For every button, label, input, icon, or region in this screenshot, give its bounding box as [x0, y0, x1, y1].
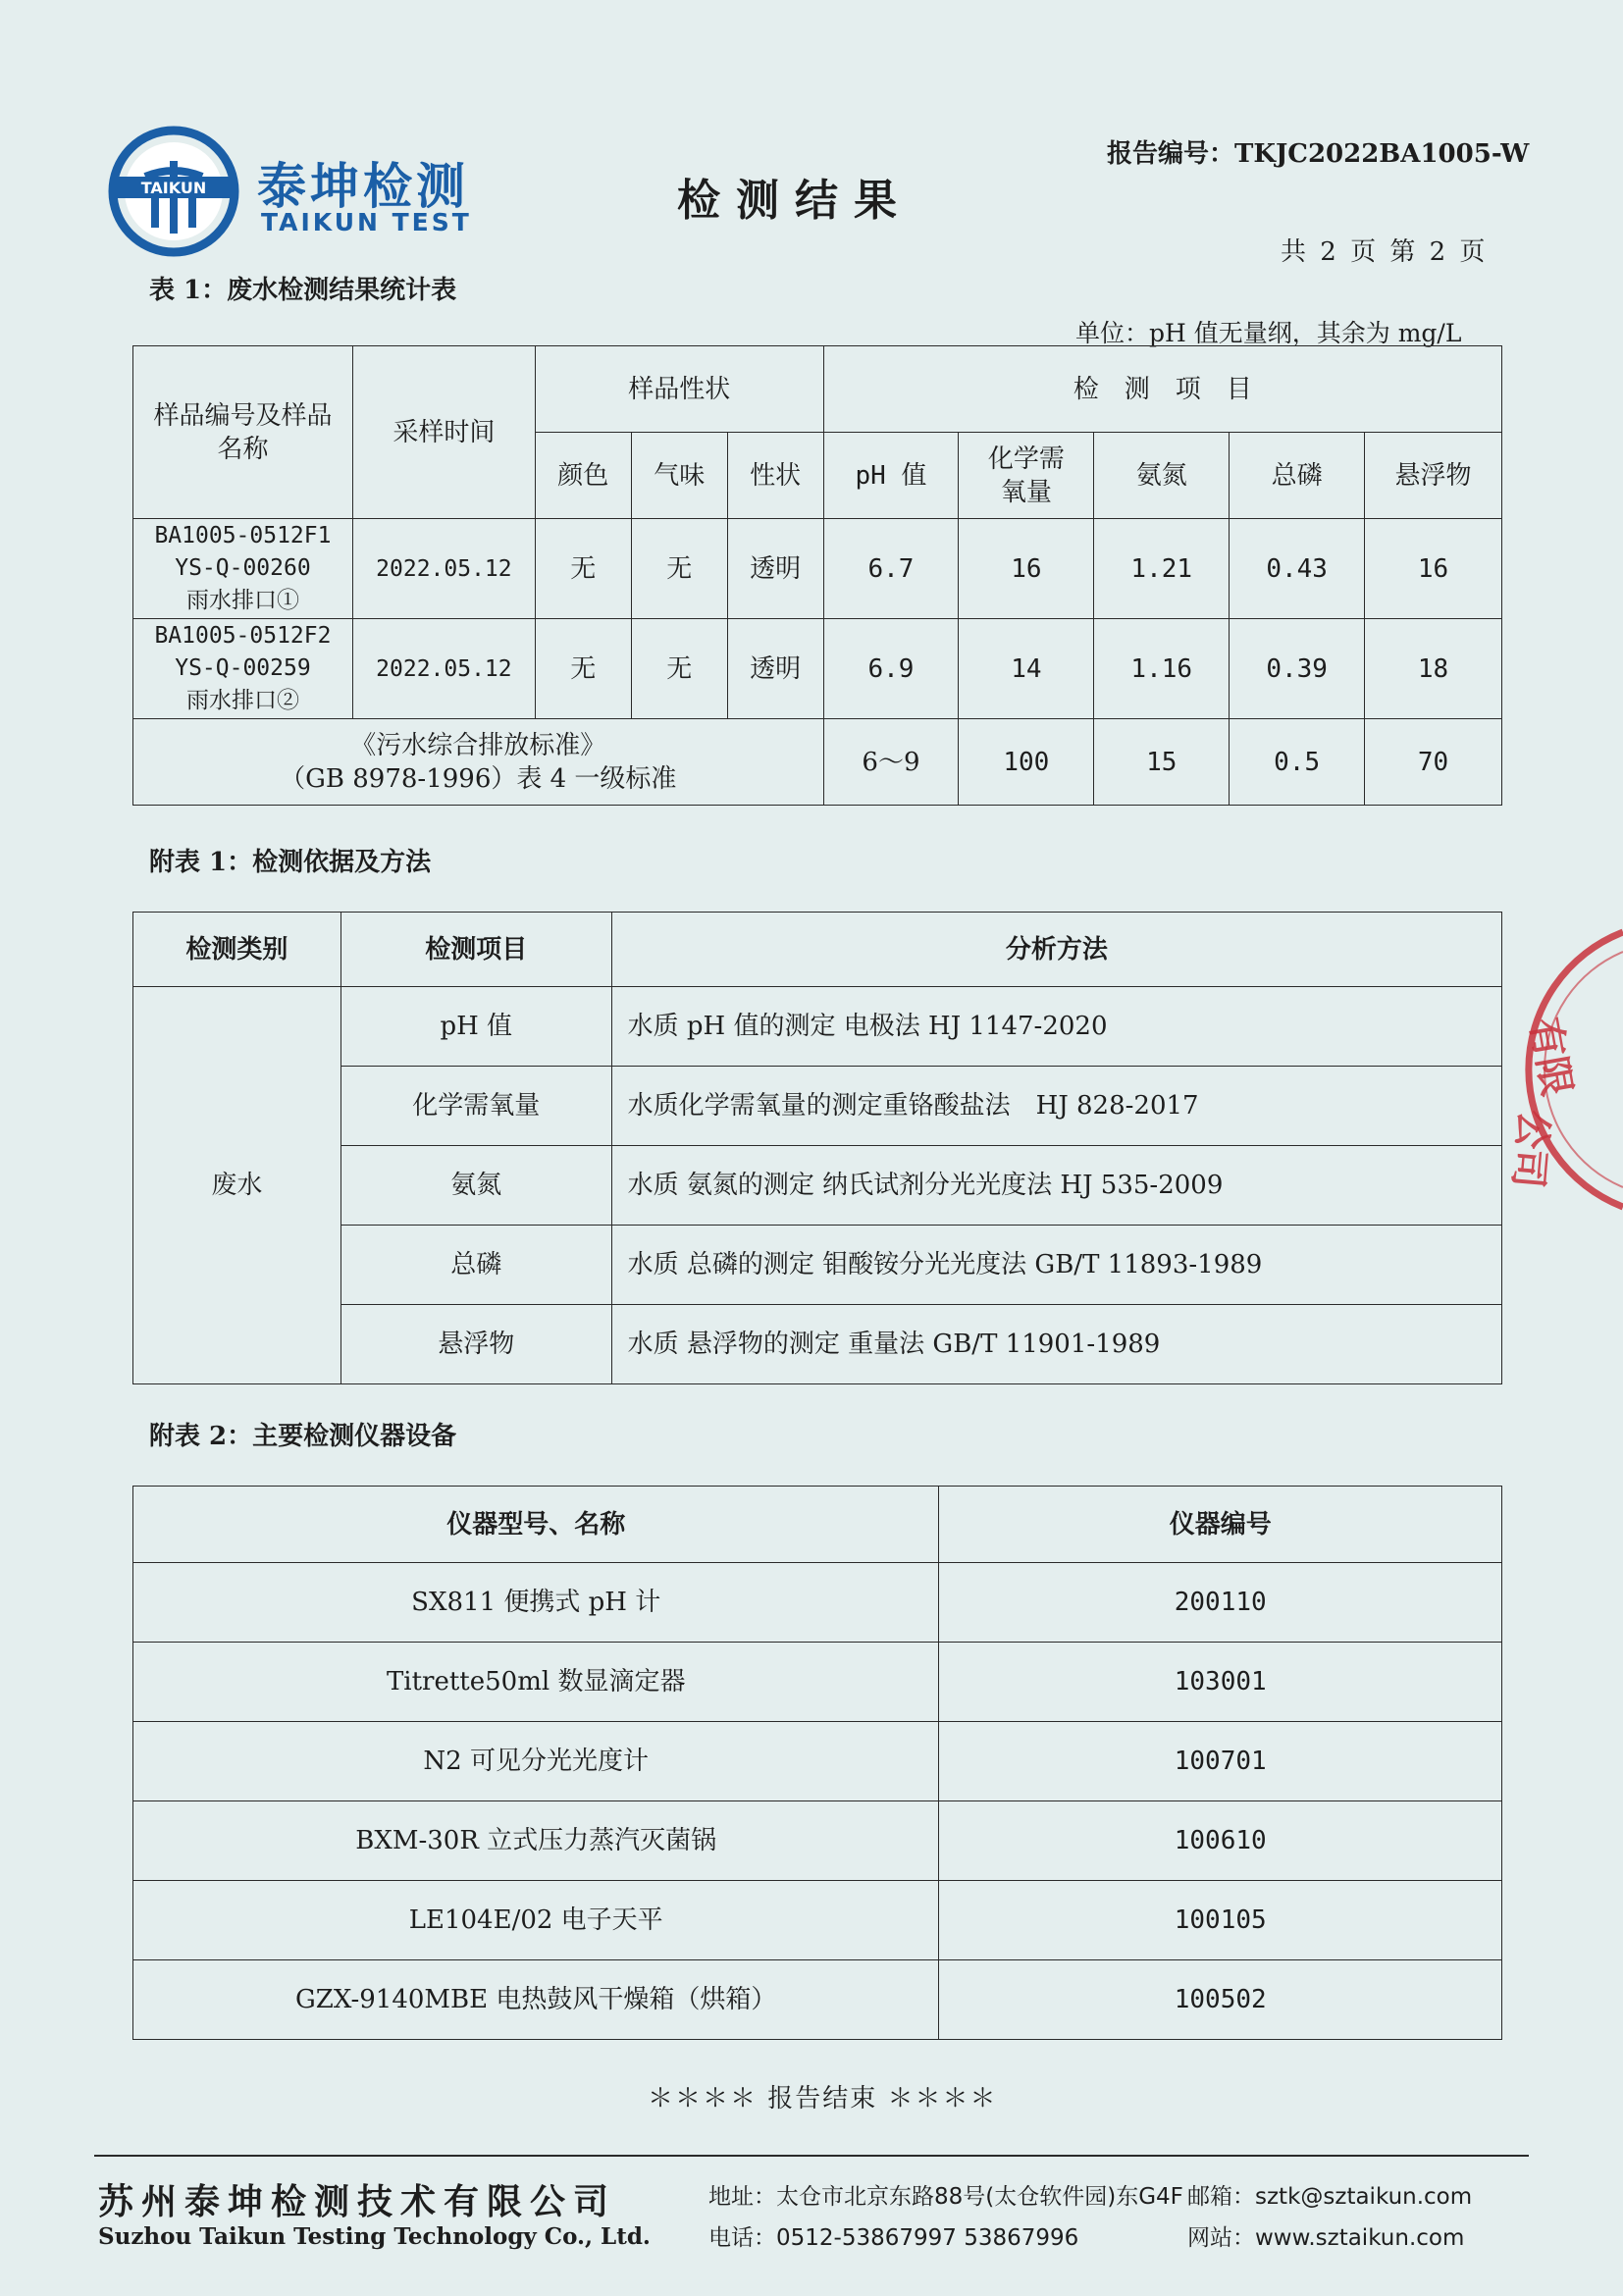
header-nh3: 氨氮 [1094, 433, 1230, 519]
company-seal-stamp [1460, 922, 1623, 1217]
sample-cell [133, 519, 353, 619]
header-ss: 悬浮物 [1365, 433, 1502, 519]
sample-name: 雨水排口① [185, 588, 299, 613]
sample-name: 雨水排口② [185, 688, 299, 713]
header-number: 仪器编号 [939, 1487, 1502, 1563]
value-cod: 14 [959, 619, 1094, 719]
sample-code: YS-Q-00260 [175, 555, 311, 581]
header-cod-text: 化学需氧量 [987, 444, 1065, 507]
table-row [133, 1960, 1502, 2040]
sample-color: 无 [535, 519, 631, 619]
standard-line1: 《污水综合排放标准》 [350, 730, 606, 760]
header-cod [959, 433, 1094, 519]
table-row [133, 1563, 1502, 1643]
table-row [133, 1722, 1502, 1801]
item-cell: pH 值 [340, 987, 611, 1067]
standard-ph: 6～9 [823, 719, 959, 806]
value-ss: 16 [1365, 519, 1502, 619]
sample-code: YS-Q-00259 [175, 655, 311, 681]
standard-line2: （GB 8978-1996）表 4 一级标准 [280, 763, 677, 794]
page-info: 共 2 页 第 2 页 [1281, 237, 1489, 267]
item-cell: 化学需氧量 [340, 1067, 611, 1146]
instrument-number: 100701 [939, 1722, 1502, 1801]
table-row [133, 1643, 1502, 1722]
company-address: 地址：太仓市北京东路88号(太仓软件园)东G4F [708, 2184, 1183, 2210]
standard-tp: 0.5 [1230, 719, 1365, 806]
standard-cod: 100 [959, 719, 1094, 806]
instrument-model: N2 可见分光光度计 [133, 1722, 939, 1801]
header-ph: pH 值 [823, 433, 959, 519]
value-ph: 6.7 [823, 519, 959, 619]
instrument-number: 100105 [939, 1881, 1502, 1960]
table-row [133, 519, 1502, 619]
header-item: 检测项目 [340, 913, 611, 987]
brand-name-cn: 泰坤检测 [257, 158, 469, 215]
header-state: 性状 [727, 433, 823, 519]
value-tp: 0.39 [1230, 619, 1365, 719]
value-ph: 6.9 [823, 619, 959, 719]
instrument-number: 100502 [939, 1960, 1502, 2040]
methods-table [132, 912, 1502, 1384]
instrument-model: SX811 便携式 pH 计 [133, 1563, 939, 1643]
sample-id: BA1005-0512F2 [154, 623, 332, 649]
standard-ss: 70 [1365, 719, 1502, 806]
header-tp: 总磷 [1230, 433, 1365, 519]
item-cell: 悬浮物 [340, 1305, 611, 1384]
header-method: 分析方法 [611, 913, 1501, 987]
header-category: 检测类别 [133, 913, 341, 987]
instrument-model: BXM-30R 立式压力蒸汽灭菌锅 [133, 1801, 939, 1881]
table-row [133, 619, 1502, 719]
header-model: 仪器型号、名称 [133, 1487, 939, 1563]
header-odor: 气味 [631, 433, 727, 519]
sample-color: 无 [535, 619, 631, 719]
table-row [133, 987, 1502, 1067]
wastewater-results-table [132, 345, 1502, 806]
page-title: 检测结果 [677, 176, 913, 226]
value-ss: 18 [1365, 619, 1502, 719]
company-phone: 电话：0512-53867997 53867996 [708, 2225, 1079, 2251]
value-nh3: 1.16 [1094, 619, 1230, 719]
header-time: 采样时间 [352, 346, 535, 519]
report-end: ＊＊＊＊ 报告结束 ＊＊＊＊ [648, 2084, 998, 2113]
instruments-table [132, 1486, 1502, 2040]
header-items: 检 测 项 目 [823, 346, 1501, 433]
sample-state: 透明 [727, 519, 823, 619]
svg-text:有限: 有限 [1521, 1014, 1580, 1100]
svg-text:公司: 公司 [1504, 1108, 1556, 1190]
sample-cell [133, 619, 353, 719]
value-nh3: 1.21 [1094, 519, 1230, 619]
method-cell: 水质 悬浮物的测定 重量法 GB/T 11901-1989 [611, 1305, 1501, 1384]
header-traits: 样品性状 [535, 346, 823, 433]
standard-name [133, 719, 824, 806]
item-cell: 氨氮 [340, 1146, 611, 1226]
instrument-number: 100610 [939, 1801, 1502, 1881]
company-name-cn: 苏州泰坤检测技术有限公司 [98, 2181, 617, 2222]
sample-state: 透明 [727, 619, 823, 719]
report-number: 报告编号：TKJC2022BA1005-W [1107, 139, 1530, 169]
method-cell: 水质 总磷的测定 钼酸铵分光光度法 GB/T 11893-1989 [611, 1226, 1501, 1305]
instrument-model: GZX-9140MBE 电热鼓风干燥箱（烘箱） [133, 1960, 939, 2040]
company-name-en: Suzhou Taikun Testing Technology Co., Ltd. [98, 2223, 651, 2250]
table1-caption: 表 1：废水检测结果统计表 [149, 276, 457, 305]
instrument-number: 200110 [939, 1563, 1502, 1643]
header-sample-text: 样品编号及样品名称 [153, 400, 333, 464]
standard-row [133, 719, 1502, 806]
instrument-model: LE104E/02 电子天平 [133, 1881, 939, 1960]
unit-note: 单位：pH 值无量纲，其余为 mg/L [1075, 319, 1462, 347]
sample-odor: 无 [631, 519, 727, 619]
footer-divider [94, 2155, 1529, 2157]
sample-id: BA1005-0512F1 [154, 523, 332, 548]
header-sample [133, 346, 353, 519]
method-cell: 水质 氨氮的测定 纳氏试剂分光光度法 HJ 535-2009 [611, 1146, 1501, 1226]
company-email: 邮箱：sztk@sztaikun.com [1187, 2184, 1473, 2210]
value-tp: 0.43 [1230, 519, 1365, 619]
table-row [133, 1801, 1502, 1881]
sample-time: 2022.05.12 [352, 619, 535, 719]
sample-odor: 无 [631, 619, 727, 719]
table-row [133, 1881, 1502, 1960]
standard-nh3: 15 [1094, 719, 1230, 806]
header-color: 颜色 [535, 433, 631, 519]
annex1-caption: 附表 1：检测依据及方法 [149, 848, 432, 877]
taikun-logo [108, 126, 239, 257]
company-website: 网站：www.sztaikun.com [1187, 2225, 1465, 2251]
method-cell: 水质 pH 值的测定 电极法 HJ 1147-2020 [611, 987, 1501, 1067]
category-cell: 废水 [133, 987, 341, 1384]
instrument-model: Titrette50ml 数显滴定器 [133, 1643, 939, 1722]
logo-text: TAIKUN [140, 179, 207, 197]
sample-time: 2022.05.12 [352, 519, 535, 619]
value-cod: 16 [959, 519, 1094, 619]
method-cell: 水质化学需氧量的测定重铬酸盐法 HJ 828-2017 [611, 1067, 1501, 1146]
annex2-caption: 附表 2：主要检测仪器设备 [149, 1422, 457, 1451]
brand-name-en: TAIKUN TEST [261, 208, 472, 236]
instrument-number: 103001 [939, 1643, 1502, 1722]
item-cell: 总磷 [340, 1226, 611, 1305]
